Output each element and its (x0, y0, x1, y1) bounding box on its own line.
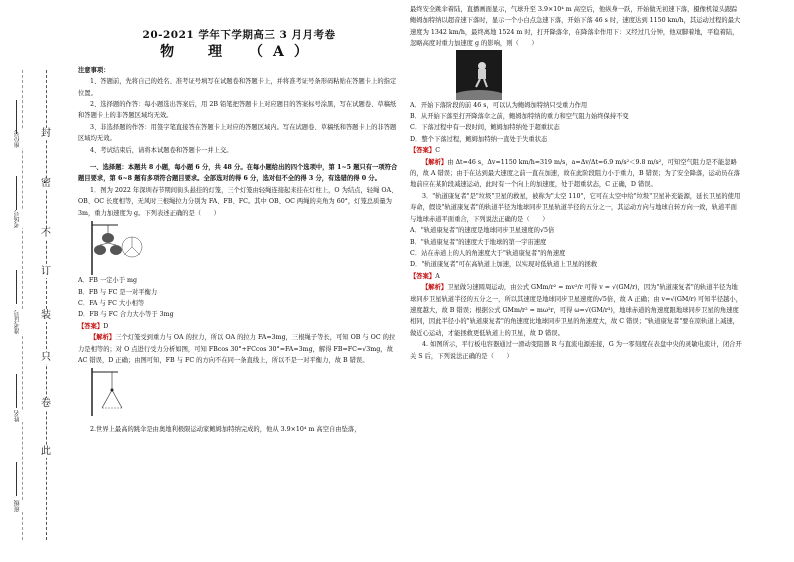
skydiver-photo (456, 50, 502, 100)
question-1: 1．图为 2022 年深圳春节期间街头悬挂的灯笼，三个灯笼由轻绳连接起来挂在灯柱上，O 为结点，轻绳 OA、OB、OC 长度相等，无风时三根绳拉力分别为 FA、FB、FC。其中 OB、OC 两绳的夹角为 60°，灯笼总质量为 3m，重力加速度为 g。下列表述正确的是（ ） (78, 186, 398, 217)
option: C．下落过程中有一段时间，鲍姆加特纳处于超重状态 (410, 124, 560, 132)
explanation-label: 【解析】 (90, 334, 116, 342)
section-heading: 一、选择题：本题共 8 小题，每小题 6 分，共 48 分。在每小题给出的四个选项中，第 1~5 题只有一项符合题目要求，第 6~8 题有多项符合题目要求。全部选对的得 6 分，选对但不全的得 3 分，有选错的得 0 分。 (78, 164, 398, 183)
field-class: 班级 (14, 500, 30, 512)
field-name: 姓名 (14, 410, 30, 422)
note-item: 3、非选择题的作答：用签字笔直接答在答题卡上对应的答题区域内。写在试题卷、草稿纸和答题卡上的非答题区域均无效。 (78, 123, 397, 143)
explanation-label: 【解析】 (422, 158, 448, 166)
binding-strip (0, 0, 68, 562)
answer-value: A (435, 272, 440, 280)
binding-char: 订 (38, 266, 54, 278)
option: C．站在赤道上的人的角速度大于"轨道康复者"的角速度 (410, 249, 566, 257)
field-blank (16, 374, 27, 408)
question-3: 3．"轨道康复者"是"垃圾"卫星的救星，被称为"太空 110"，它可在太空中给"垃圾"卫星补充能源，延长卫星的使用寿命，假设"轨道康复者"的轨道半径为地球同步卫星轨道半径的五分之一，其运动方向与地球自转方向一致，轨道平面与地球赤道平面重合，下列说法正确的是（ ） (410, 192, 741, 223)
answer-label: 【答案】 (410, 272, 436, 280)
option: A．"轨道康复者"的速度是地球同步卫星速度的√5倍 (410, 227, 555, 235)
left-column (78, 0, 400, 436)
field-blank (16, 270, 27, 304)
exam-title: 20-2021 学年下学期高三 3 月月考卷 (142, 29, 336, 41)
field-exam-room: 考场号 (14, 210, 30, 228)
right-column (410, 0, 742, 362)
field-admission-number: 准考证号 (14, 310, 30, 334)
binding-dashed-line (46, 70, 47, 540)
field-blank (16, 176, 27, 210)
binding-char: 此 (38, 446, 54, 458)
note-item: 4、考试结束后，请将本试题卷和答题卡一并上交。 (90, 146, 233, 154)
answer-label: 【答案】 (78, 322, 104, 330)
explanation-label: 【解析】 (422, 284, 448, 292)
field-blank (16, 462, 27, 496)
lantern-figure (78, 219, 148, 275)
option: B．FB 与 FC 是一对平衡力 (78, 288, 158, 296)
option: B．从开始下落至打开降落伞之前，鲍姆加特纳的重力和空气阻力始终保持不变 (410, 113, 629, 121)
question-4: 4. 如图所示，平行板电容器通过一滑动变阻器 R 与直流电源连接，G 为一零刻度在表盘中央的灵敏电流计，闭合开关 S 后，下列说法正确的是（ ） (410, 341, 742, 360)
question-2: 2.世界上最高的跳伞是由奥地利极限运动家鲍姆加特纳完成的，他从 3.9×10⁴ m 高空自由坠落， (90, 426, 361, 434)
option: D．"轨道康复者"可在高轨道上加速，以实现对低轨道上卫星的拯救 (410, 261, 598, 269)
option: C．FA 与 FC 大小相等 (78, 299, 145, 307)
binding-char: 密 (38, 178, 54, 190)
binding-char: 封 (38, 128, 54, 140)
explanation-text: 三个灯笼受到重力与 OA 的拉力，所以 OA 的拉力 FA=3mg，三根绳子等长，可知 OB 与 OC 的拉力是相等的；对 O 点进行受力分析如图，可知 FBcos 30°+FCcos 30°=FA=3mg，解得 FB=FC=√3mg，故 AC 错误，D 正确；由图可知，FB 与 FC 的方向不在同一条直线上，所以不是一对平衡力，故 B 错误。 (78, 334, 396, 364)
binding-char: 只 (38, 352, 54, 364)
field-blank (16, 100, 27, 134)
notes-heading: 注意事项： (78, 66, 110, 74)
answer-value: D (103, 322, 109, 330)
binding-char: 不 (38, 228, 54, 240)
option: B．"轨道康复者"的速度大于地球的第一宇宙速度 (410, 238, 547, 246)
field-seat-number: 座位号 (14, 130, 30, 148)
question-2-continued: 最终安全跳伞着陆，直播画面显示，气球升至 3.9×10⁴ m 高空后，他纵身一跃，开始做无初速下落，摄像机镜头跟踪鲍姆加特纳以超音速下落时，显示一个小白点急速下落，开始下落 46 s 时，速度达到 1150 km/h，其运动过程的最大速度为 1342 km/h，最终离地 1524 m 时，打开降落伞，在降落伞作用下：又经过几分钟，他双脚着地，平稳着陆，忽略高度对重力加速度 g 的影响，则（ ） (410, 6, 741, 48)
answer-value: C (435, 147, 441, 155)
binding-char: 卷 (38, 398, 54, 410)
binding-char: 装 (38, 310, 54, 322)
explanation-text: 由 Δt=46 s，Δv=1150 km/h=319 m/s，a=Δv/Δt≈6.9 m/s²＜9.8 m/s²，可知空气阻力是不能忽略的，故 A 错误；由于在达到最大速度之前一直在加速，故在此阶段阻力小于重力，B 错误；为了安全降落，运动员在落地前应在某阶段减速运动，此时有一个向上的加速度，处于超重状态，C 正确，D 错误。 (410, 158, 741, 189)
option: A．FB 一定小于 mg (78, 277, 138, 285)
note-item: 2、选择题的作答：每小题选出答案后，用 2B 铅笔把答题卡上对应题目的答案标号涂黑，写在试题卷、草稿纸和答题卡上的非答题区域均无效。 (78, 101, 397, 120)
option: D．整个下落过程，鲍姆加特纳一直处于失重状态 (410, 135, 548, 143)
option: D．FB 与 FC 合力大小等于 3mg (78, 311, 174, 319)
force-diagram (78, 366, 148, 418)
option: A．开始下落阶段的前 46 s，可以认为鲍姆加特纳只受重力作用 (410, 101, 588, 109)
subject-title: 物 理 （A） (160, 44, 318, 61)
answer-label: 【答案】 (410, 147, 436, 155)
explanation-text: 卫星做匀速圆周运动，由公式 GMm/r² = mv²/r 可得 v = √(GM/r)，因为"轨道康复者"的轨道半径为地球同步卫星轨道半径的五分之一，所以其速度是地球同步卫星速度的√5倍，故 A 正确；由 v=√(GM/r) 可知半径越小，速度越大，故 B 错误；根据公式 GMm/r² = mω²r，可得 ω=√(GM/r³)，地球赤道的角速度跟地球同步卫星的角速度相同，因此半径小的"轨道康复者"的角速度比地球同步卫星的角速度大，故 C 错误；"轨道康复者"要在原轨道上减速，做近心运动，才能拯救更低轨道上的卫星，故 D 错误。 (410, 284, 743, 337)
note-item: 1、答题前，先将自己的姓名、准考证号填写在试题卷和答题卡上，并将准考证号条形码粘贴在答题卡上的指定位置。 (78, 78, 397, 97)
